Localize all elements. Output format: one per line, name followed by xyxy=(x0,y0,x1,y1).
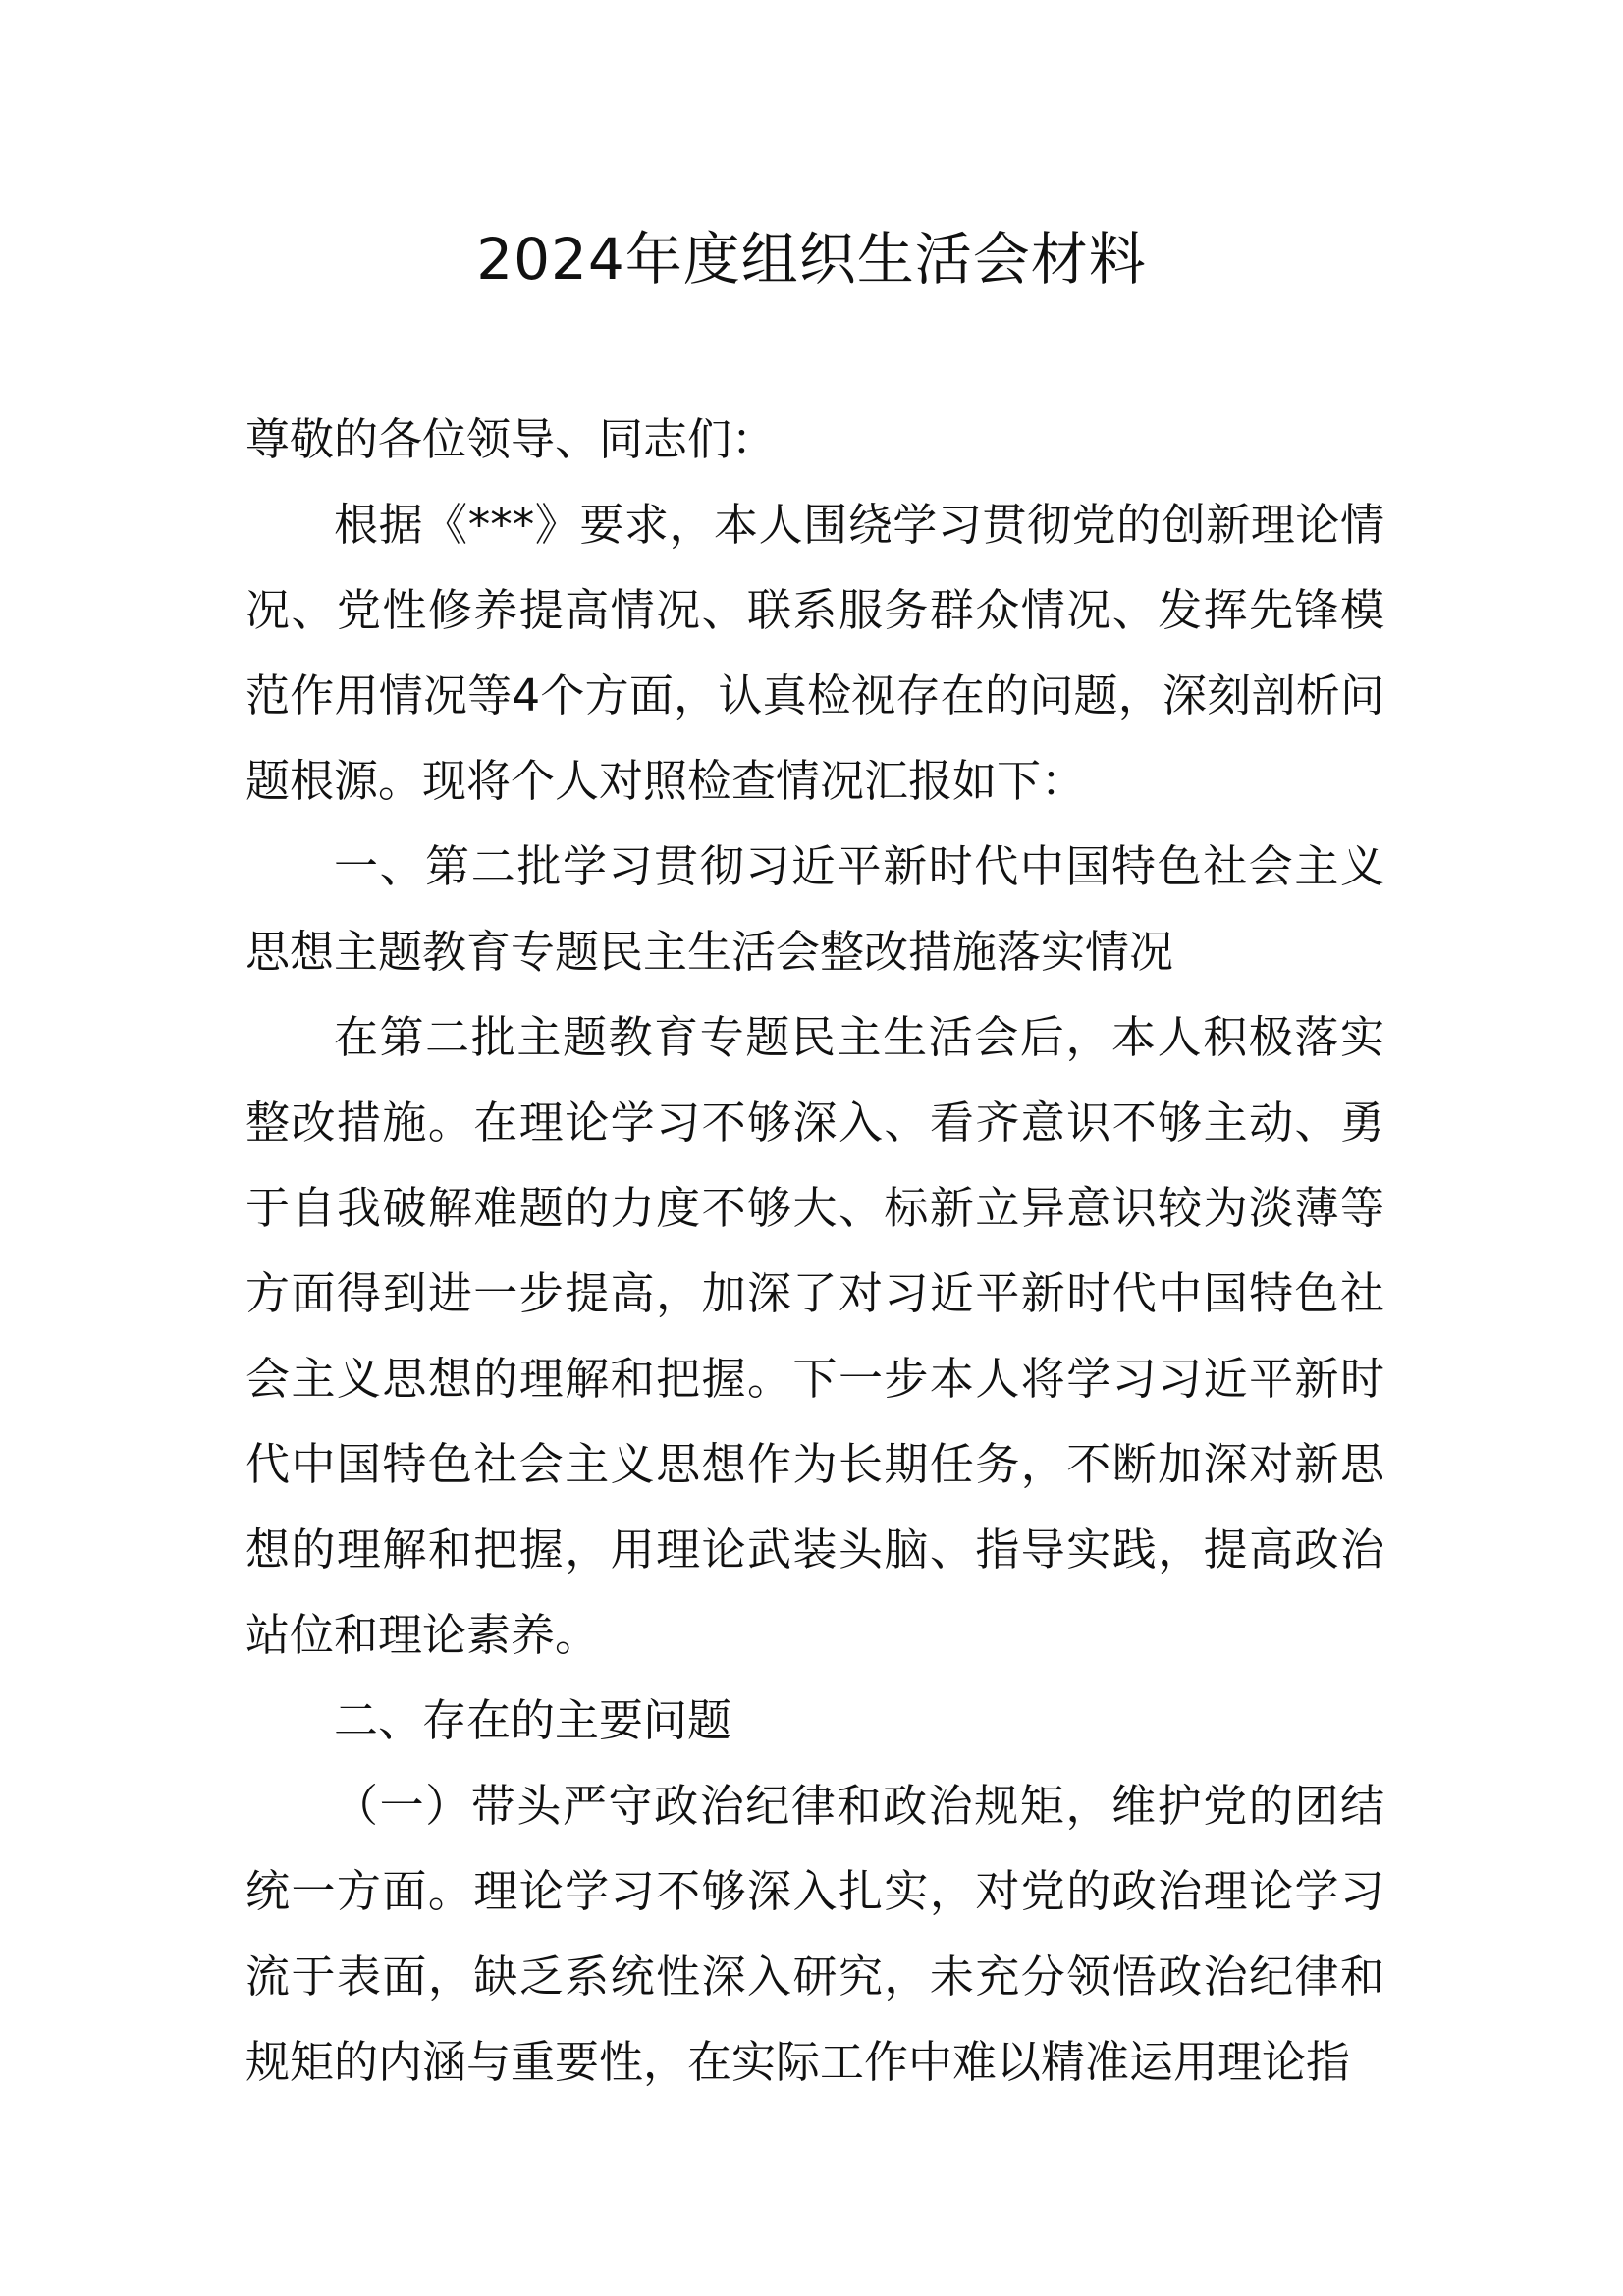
section-1-heading: 一、第二批学习贯彻习近平新时代中国特色社会主义思想主题教育专题民主生活会整改措施落实情况 xyxy=(245,840,1384,978)
document-title: 2024年度组织生活会材料 xyxy=(476,226,1147,293)
document-body xyxy=(245,397,1384,2105)
subsection-1-paragraph: （一）带头严守政治纪律和政治规矩，维护党的团结统一方面。理论学习不够深入扎实，对党的政治理论学习流于表面，缺乏系统性深入研究，未充分领悟政治纪律和规矩的内涵与重要性，在实际工作中难以精准运用理论指 xyxy=(245,1780,1384,2088)
intro-paragraph: 根据《***》要求，本人围绕学习贯彻党的创新理论情况、党性修养提高情况、联系服务群众情况、发挥先锋模范作用情况等4个方面，认真检视存在的问题，深刻剖析问题根源。现将个人对照检查情况汇报如下： xyxy=(245,499,1384,807)
section-2-heading: 二、存在的主要问题 xyxy=(334,1694,732,1746)
section-1-paragraph: 在第二批主题教育专题民主生活会后，本人积极落实整改措施。在理论学习不够深入、看齐意识不够主动、勇于自我破解难题的力度不够大、标新立异意识较为淡薄等方面得到进一步提高，加深了对习近平新时代中国特色社会主义思想的理解和把握。下一步本人将学习习近平新时代中国特色社会主义思想作为长期任务，不断加深对新思想的理解和把握，用理论武装头脑、指导实践，提高政治站位和理论素养。 xyxy=(245,1011,1384,1661)
salutation: 尊敬的各位领导、同志们： xyxy=(245,413,777,465)
